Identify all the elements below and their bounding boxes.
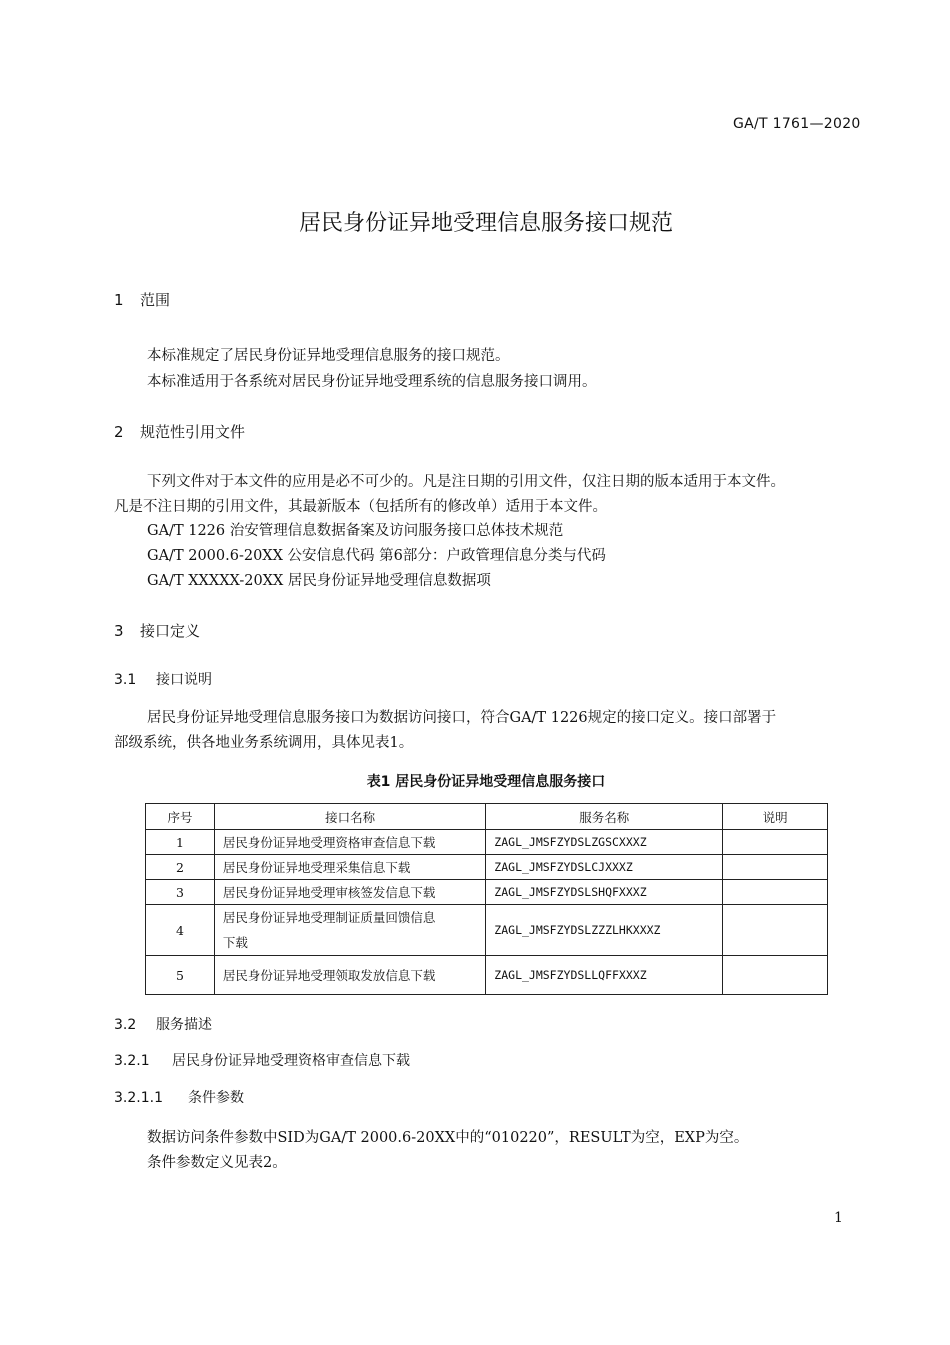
note-cell bbox=[723, 956, 828, 995]
section-2-paragraph: 下列文件对于本文件的应用是必不可少的。凡是注日期的引用文件，仅注日期的版本适用于本文件。 bbox=[147, 474, 785, 490]
section-2-heading bbox=[114, 421, 245, 442]
table-row bbox=[146, 905, 828, 956]
table-row bbox=[146, 956, 828, 995]
header-cell: 服务名称 bbox=[486, 804, 723, 830]
service-name: ZAGL_JMSFZYDSLSHQFXXXZ bbox=[486, 880, 723, 905]
document-title: 居民身份证异地受理信息服务接口规范 bbox=[298, 211, 673, 236]
section-1-paragraph: 本标准规定了居民身份证异地受理信息服务的接口规范。 bbox=[147, 348, 510, 364]
service-name: ZAGL_JMSFZYDSLZZZLHKXXXZ bbox=[486, 905, 723, 956]
interface-name-line: 下载 bbox=[222, 935, 248, 950]
interface-name-line: 居民身份证异地受理制证质量回馈信息 bbox=[222, 910, 436, 925]
interface-name: 居民身份证异地受理领取发放信息下载 bbox=[214, 956, 485, 995]
row-number: 1 bbox=[146, 830, 215, 855]
section-3-1-paragraph-cont: 部级系统，供各地业务系统调用，具体见表1。 bbox=[114, 735, 414, 751]
condition-paragraph: 条件参数定义见表2。 bbox=[147, 1155, 287, 1171]
header-cell: 接口名称 bbox=[214, 804, 485, 830]
section-2-paragraph-cont: 凡是不注日期的引用文件，其最新版本（包括所有的修改单）适用于本文件。 bbox=[114, 499, 607, 515]
interface-name: 居民身份证异地受理资格审查信息下载 bbox=[214, 830, 485, 855]
condition-paragraph: 数据访问条件参数中SID为GA/T 2000.6-20XX中的“010220”，RESULT为空，EXP为空。 bbox=[147, 1130, 749, 1146]
reference-item: GA/T 1226 治安管理信息数据备案及访问服务接口总体技术规范 bbox=[147, 523, 564, 539]
section-number: 3.2 bbox=[114, 1017, 137, 1033]
section-3-1-paragraph: 居民身份证异地受理信息服务接口为数据访问接口，符合GA/T 1226规定的接口定义。接口部署于 bbox=[147, 710, 777, 726]
table-header-row bbox=[146, 804, 828, 830]
table-caption: 表1 居民身份证异地受理信息服务接口 bbox=[366, 774, 606, 790]
service-name: ZAGL_JMSFZYDSLLQFFXXXZ bbox=[486, 956, 723, 995]
note-cell bbox=[723, 855, 828, 880]
section-3-heading bbox=[114, 620, 200, 641]
section-number: 2 bbox=[114, 423, 124, 441]
section-number: 3.2.1 bbox=[114, 1053, 150, 1069]
section-title: 条件参数 bbox=[188, 1090, 244, 1106]
interface-name: 居民身份证异地受理审核签发信息下载 bbox=[214, 880, 485, 905]
section-3-2-1-1-heading bbox=[114, 1087, 244, 1107]
reference-item: GA/T 2000.6-20XX 公安信息代码 第6部分：户政管理信息分类与代码 bbox=[147, 548, 606, 564]
section-number: 1 bbox=[114, 291, 124, 309]
reference-item: GA/T XXXXX-20XX 居民身份证异地受理信息数据项 bbox=[147, 573, 491, 589]
interface-name bbox=[214, 905, 485, 956]
note-cell bbox=[723, 830, 828, 855]
section-1-paragraph: 本标准适用于各系统对居民身份证异地受理系统的信息服务接口调用。 bbox=[147, 374, 597, 390]
section-title: 接口定义 bbox=[140, 622, 201, 640]
section-title: 接口说明 bbox=[156, 672, 212, 688]
interface-table bbox=[145, 803, 828, 995]
header-cell: 序号 bbox=[146, 804, 215, 830]
note-cell bbox=[723, 880, 828, 905]
table-row bbox=[146, 855, 828, 880]
section-number: 3.1 bbox=[114, 672, 137, 688]
section-1-heading bbox=[114, 289, 170, 310]
section-title: 居民身份证异地受理资格审查信息下载 bbox=[172, 1053, 410, 1069]
header-cell: 说明 bbox=[723, 804, 828, 830]
interface-name: 居民身份证异地受理采集信息下载 bbox=[214, 855, 485, 880]
section-number: 3.2.1.1 bbox=[114, 1090, 163, 1106]
service-name: ZAGL_JMSFZYDSLCJXXXZ bbox=[486, 855, 723, 880]
section-title: 规范性引用文件 bbox=[140, 423, 246, 441]
row-number: 5 bbox=[146, 956, 215, 995]
section-3-1-heading bbox=[114, 669, 212, 689]
row-number: 2 bbox=[146, 855, 215, 880]
service-name: ZAGL_JMSFZYDSLZGSCXXXZ bbox=[486, 830, 723, 855]
note-cell bbox=[723, 905, 828, 956]
section-3-2-heading bbox=[114, 1014, 212, 1034]
section-number: 3 bbox=[114, 622, 124, 640]
standard-code: GA/T 1761—2020 bbox=[733, 116, 861, 132]
row-number: 3 bbox=[146, 880, 215, 905]
table-row bbox=[146, 880, 828, 905]
section-title: 服务描述 bbox=[156, 1017, 212, 1033]
section-3-2-1-heading bbox=[114, 1050, 410, 1070]
page-number: 1 bbox=[834, 1210, 843, 1226]
section-title: 范围 bbox=[140, 291, 171, 309]
table-row bbox=[146, 830, 828, 855]
row-number: 4 bbox=[146, 905, 215, 956]
